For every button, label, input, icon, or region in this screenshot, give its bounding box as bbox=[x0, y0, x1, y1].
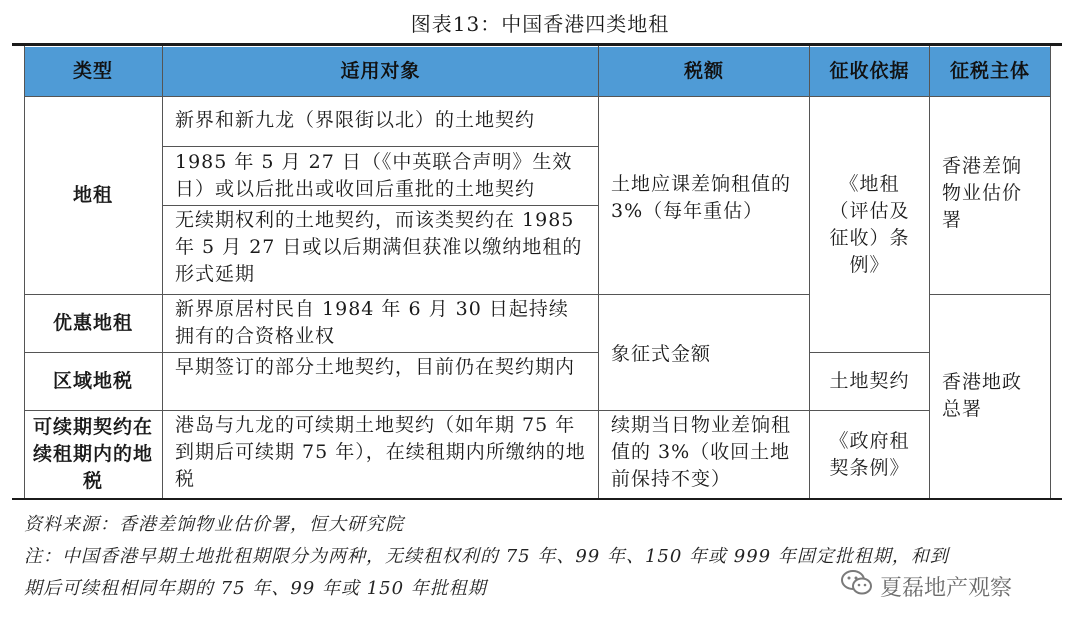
watermark bbox=[840, 568, 1012, 604]
grid-line bbox=[24, 96, 1051, 97]
row1-object-c: 无续期权利的土地契约，而该类契约在 1985 年 5 月 27 日或以后期满但获准以缴纳地租的形式延期 bbox=[175, 209, 583, 285]
row3-object: 早期签订的部分土地契约，目前仍在契约期内 bbox=[175, 356, 576, 378]
top-rule bbox=[12, 43, 1062, 46]
grid-line bbox=[1050, 46, 1051, 498]
row4-tax-amount: 续期当日物业差饷租值的 3%（收回土地前保持不变） bbox=[611, 414, 792, 490]
grid-line bbox=[162, 46, 163, 498]
row34-taxing-authority: 香港地政总署 bbox=[942, 371, 1023, 420]
grid-line bbox=[24, 294, 809, 295]
table-title: 图表13：中国香港四类地租 bbox=[410, 12, 670, 36]
row12-taxing-authority: 香港差饷物业估价署 bbox=[942, 155, 1023, 231]
row2-object: 新界原居村民自 1984 年 6 月 30 日起持续拥有的合资格业权 bbox=[175, 298, 569, 347]
grid-line bbox=[810, 352, 929, 353]
row-type-renewable-lease-rent: 可续期契约在续租期内的地税 bbox=[32, 416, 153, 492]
row-type-concessionary-rent: 优惠地租 bbox=[52, 312, 133, 334]
header-levy-basis: 征收依据 bbox=[810, 47, 929, 96]
grid-line bbox=[24, 46, 25, 498]
grid-line bbox=[598, 46, 599, 498]
wechat-icon bbox=[840, 568, 874, 604]
watermark-text: 夏磊地产观察 bbox=[880, 575, 1013, 601]
row1-tax-amount: 土地应课差饷租值的 3%（每年重估） bbox=[611, 172, 792, 222]
row4-object: 港岛与九龙的可续期土地契约（如年期 75 年到期后可续期 75 年），在续租期内所缴纳的地税 bbox=[175, 414, 586, 490]
source-note: 资料来源：香港差饷物业估价署，恒大研究院 bbox=[24, 514, 404, 535]
grid-line bbox=[163, 146, 598, 147]
row23-tax-amount: 象征式金额 bbox=[611, 343, 712, 365]
footnote-line-1: 注：中国香港早期土地批租期限分为两种，无续租权利的 75 年、99 年、150 年或 999 年固定批租期，和到 bbox=[24, 546, 949, 567]
grid-line bbox=[930, 294, 1051, 295]
header-tax-amount: 税额 bbox=[599, 47, 809, 96]
row4-levy-basis: 《政府租契条例》 bbox=[829, 429, 910, 479]
header-type: 类型 bbox=[24, 47, 162, 96]
grid-line bbox=[163, 205, 598, 206]
grid-line bbox=[809, 46, 810, 498]
row1-object-a: 新界和新九龙（界限街以北）的土地契约 bbox=[175, 109, 536, 131]
row-type-regional-land-tax: 区域地税 bbox=[52, 370, 133, 392]
row1-object-b: 1985 年 5 月 27 日（《中英联合声明》生效日）或以后批出或收回后重批的土地契约 bbox=[175, 151, 573, 200]
footnote-line-2: 期后可续租相同年期的 75 年、99 年或 150 年批租期 bbox=[24, 578, 487, 599]
row12-levy-basis: 《地租（评估及征收）条例》 bbox=[829, 172, 910, 276]
header-applicable-object: 适用对象 bbox=[163, 47, 598, 96]
row3-levy-basis: 土地契约 bbox=[829, 370, 910, 392]
bottom-rule bbox=[12, 498, 1062, 500]
header-taxing-authority: 征税主体 bbox=[930, 47, 1050, 96]
grid-line bbox=[24, 352, 598, 353]
grid-line bbox=[24, 410, 929, 411]
grid-line bbox=[929, 46, 930, 498]
row-type-ground-rent: 地租 bbox=[72, 184, 113, 206]
